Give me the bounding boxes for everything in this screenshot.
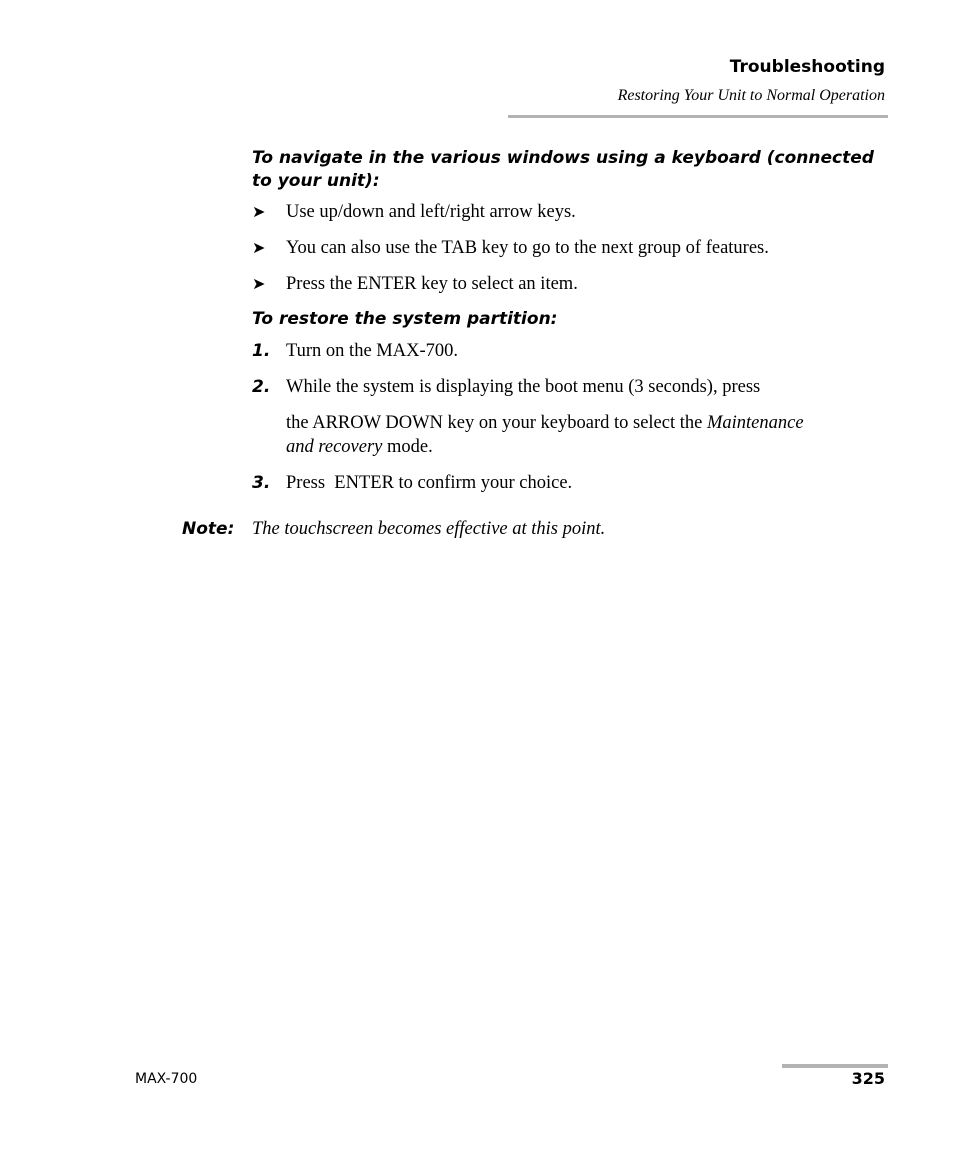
step-number: 2. [252,377,271,397]
bullet-item: Press the ENTER key to select an item. [286,274,578,294]
step-text: While the system is displaying the boot menu (3 seconds), press [286,377,761,397]
note-text: The touchscreen becomes effective at this point. [252,519,606,539]
note-label: Note: [182,519,235,539]
navigate-heading: To navigate in the various windows using a keyboard (connected to your unit): [252,148,874,191]
page-number: 325 [851,1069,885,1088]
footer-rule [782,1064,888,1068]
header-rule [508,115,888,118]
running-header-subtitle: Restoring Your Unit to Normal Operation [617,87,885,104]
step-continuation [286,435,433,459]
mode-name-italic: Maintenance [706,413,804,433]
step-text: Press ENTER to confirm your choice. [286,473,573,493]
bullet-arrow-icon: ➤ [252,204,266,221]
footer-product-name: MAX-700 [135,1071,198,1087]
bullet-arrow-icon: ➤ [252,276,266,293]
restore-heading: To restore the system partition: [252,309,558,329]
bullet-item: Use up/down and left/right arrow keys. [286,202,576,222]
mode-name-italic: and recovery [286,437,383,457]
running-header-title: Troubleshooting [729,57,885,77]
step-text: Turn on the MAX-700. [286,341,458,361]
step-number: 1. [252,341,271,361]
step-continuation-text: mode. [382,437,433,457]
step-continuation-text: the ARROW DOWN key on your keyboard to select the [286,413,707,433]
bullet-arrow-icon: ➤ [252,240,266,257]
step-number: 3. [252,473,271,493]
step-continuation [286,411,804,435]
bullet-item: You can also use the TAB key to go to the next group of features. [286,238,769,258]
